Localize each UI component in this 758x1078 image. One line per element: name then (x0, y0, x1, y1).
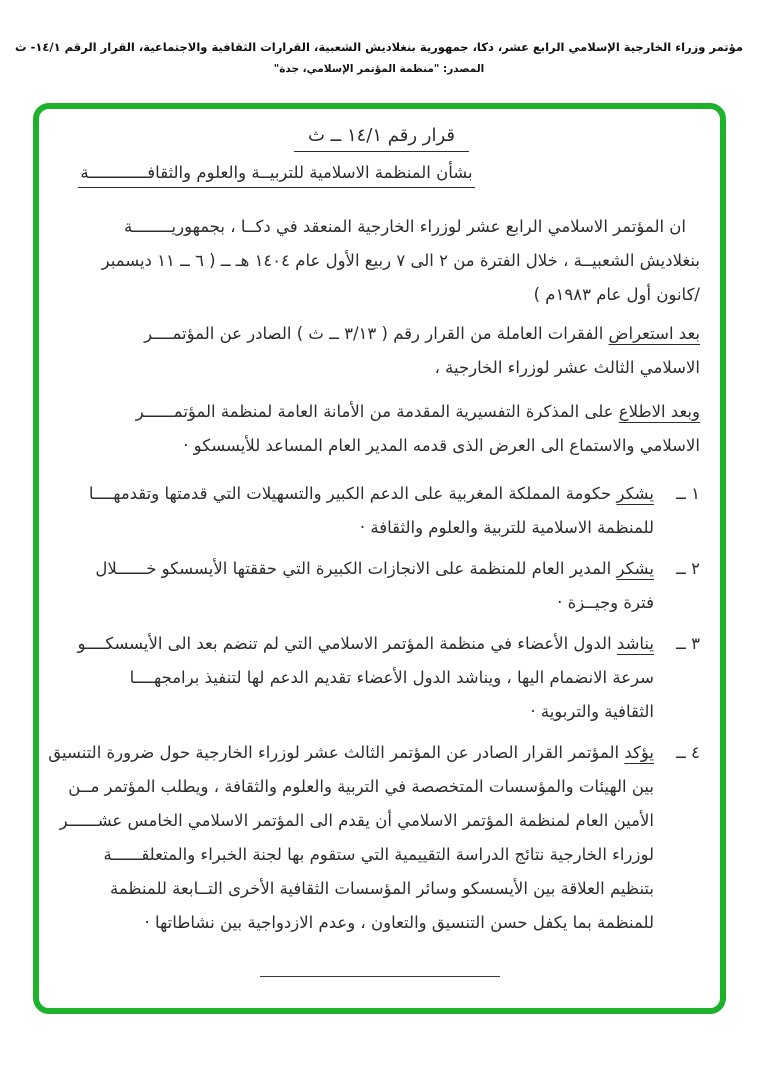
item-number: ٣ ــ (676, 634, 700, 653)
resolution-title-text: قرار رقم ١٤/١ ــ ث (294, 125, 469, 152)
paragraph-line: بنغلاديش الشعبيــة ، خلال الفترة من ٢ الى ٧ ربيع الأول عام ١٤٠٤ هـ ــ ( ٦ ــ ١١ ديسمبر (101, 251, 700, 270)
resolution-subject-text: بشأن المنظمة الاسلامية للتربيــة والعلوم والثقافــــــــــــة (78, 163, 474, 188)
paragraph-line: ان المؤتمر الاسلامي الرابع عشر لوزراء الخارجية المنعقد في دكــا ، بجمهوريــــــــة (124, 217, 686, 236)
item-line: بين الهيئات والمؤسسات المتخصصة في التربية والعلوم والثقافة ، ويطلب المؤتمر مــن (68, 777, 654, 796)
preamble-paragraph (63, 395, 700, 463)
item-number: ٢ ــ (676, 559, 700, 578)
green-border-frame (33, 103, 726, 1014)
item-line: للمنظمة بما يكفل حسن التنسيق والتعاون ، وعدم الازدواجية بين نشاطاتها · (144, 913, 654, 932)
resolution-subject (0, 163, 595, 182)
meta-header (0, 40, 758, 75)
item-number: ١ ــ (676, 484, 700, 503)
item-line: حكومة المملكة المغربية على الدعم الكبير والتسهيلات التي قدمتها وتقدمهــــا (88, 484, 617, 503)
item-line: بتنظيم العلاقة بين الأيسسكو وسائر المؤسسات الثقافية الأخرى التــابعة للمنظمة (110, 879, 654, 898)
lead-word: يشكر (616, 484, 654, 503)
resolution-item (63, 552, 700, 620)
conference-reference-line: مؤتمر وزراء الخارجية الإسلامي الرابع عشر، دكا، جمهورية بنغلاديش الشعبية، القرارات الثقافية والاجتماعية، القرار الرقم ١٤/١- ث (15, 40, 743, 54)
paragraph-line: على المذكرة التفسيرية المقدمة من الأمانة العامة لمنظمة المؤتمــــــر (135, 402, 619, 421)
resolution-item (63, 627, 700, 729)
preamble-paragraph (63, 210, 700, 312)
paragraph-line: الفقرات العاملة من القرار رقم ( ٣/١٣ ــ ث ) الصادر عن المؤتمــــر (144, 324, 609, 343)
item-line: المؤتمر القرار الصادر عن المؤتمر الثالث عشر لوزراء الخارجية حول ضرورة التنسيق (48, 743, 625, 762)
document-body (39, 109, 720, 1008)
item-line: لوزراء الخارجية نتائج الدراسة التقييمية التي ستقوم بها لجنة الخبراء والمتعلقــــــة (103, 845, 654, 864)
preamble-paragraph (63, 317, 700, 385)
resolution-title (63, 125, 700, 146)
resolution-text (48, 210, 700, 940)
resolution-items (48, 477, 700, 940)
item-line: للمنظمة الاسلامية للتربية والعلوم والثقافة · (359, 518, 654, 537)
paragraph-line: /كانون أول عام ١٩٨٣م ) (533, 285, 700, 304)
resolution-item (63, 477, 700, 545)
item-line: فترة وجيــزة · (557, 593, 654, 612)
item-line: المدير العام للمنظمة على الانجازات الكبيرة التي حققتها الأيسسكو خــــــلال (95, 559, 617, 578)
source-line: المصدر: "منظمة المؤتمر الإسلامي، جدة" (273, 63, 485, 75)
resolution-item (48, 736, 700, 940)
lead-word: يشكر (616, 559, 654, 578)
paragraph-line: الاسلامي الثالث عشر لوزراء الخارجية ، (434, 358, 700, 377)
item-line: الأمين العام لمنظمة المؤتمر الاسلامي أن يقدم الى المؤتمر الاسلامي الخامس عشــــــر (59, 811, 654, 830)
lead-word: يناشد (616, 634, 654, 653)
lead-word: وبعد الاطلاع (618, 402, 700, 421)
item-line: سرعة الانضمام اليها ، ويناشد الدول الأعضاء تقديم الدعم لها لتنفيذ برامجهــــا (129, 668, 654, 687)
bottom-divider-rule (260, 976, 500, 977)
item-line: الثقافية والتربوية · (530, 702, 654, 721)
item-number: ٤ ــ (676, 743, 700, 762)
lead-word: بعد استعراض (608, 324, 700, 343)
paragraph-line: الاسلامي والاستماع الى العرض الذى قدمه المدير العام المساعد للأيسسكو · (183, 436, 700, 455)
item-line: الدول الأعضاء في منظمة المؤتمر الاسلامي التي لم تنضم بعد الى الأيسسكــــو (77, 634, 617, 653)
lead-word: يؤكد (624, 743, 654, 762)
